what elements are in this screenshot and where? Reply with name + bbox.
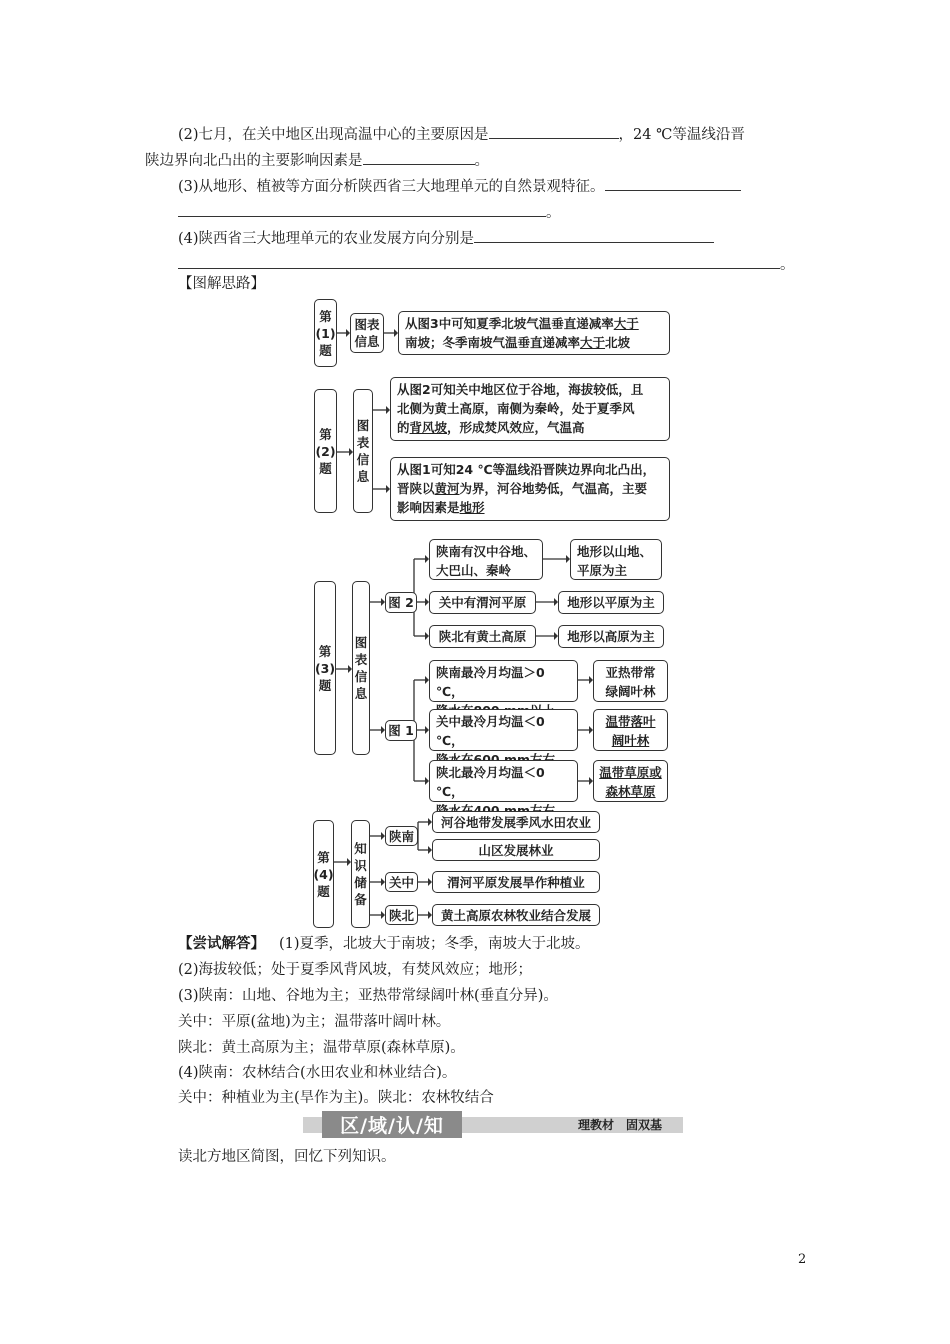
q3-fig2-left-2: 关中有渭河平原 [429, 591, 536, 614]
q1-line1 [405, 314, 663, 333]
q3-text: (3)从地形、植被等方面分析陕西省三大地理单元的自然景观特征。 [178, 179, 605, 195]
section-banner-right: 理教材 固双基 [578, 1118, 663, 1132]
q4-text: (4)陕西省三大地理单元的农业发展方向分别是 [178, 231, 475, 247]
q1-line2 [405, 333, 663, 352]
q3-fig1-left-1-l1: 陕南最冷月均温＞0 ℃， [436, 665, 545, 699]
q3-fig1-right-2-l1: 温带落叶 [605, 714, 656, 729]
q3-fig2-box: 图 2 [385, 592, 417, 613]
q2-text-a: (2)七月，在关中地区出现高温中心的主要原因是 [178, 127, 489, 143]
q2-box-2 [390, 457, 670, 521]
q2-box-1 [390, 377, 670, 441]
q2-text-b: ，24 ℃等温线沿晋 [618, 127, 745, 143]
q1-text-b: 南坡；冬季南坡气温垂直递减率 [405, 335, 581, 350]
page-number: 2 [798, 1252, 807, 1267]
period: 。 [474, 153, 489, 169]
q2-box2-pre: 晋陕以 [397, 481, 435, 496]
q3-fig2-left-1: 陕南有汉中谷地、大巴山、秦岭 [429, 539, 543, 580]
period: 。 [546, 205, 561, 221]
q2-box2-line3 [397, 498, 663, 517]
q3-fig1-right-2-l2: 阔叶林 [611, 733, 650, 748]
answer-3c: 陕北：黄土高原为主；温带草原(森林草原)。 [178, 1040, 465, 1056]
q3-fig1-right-3-l2: 森林草原 [605, 784, 656, 799]
q3-fig1-left-3-l1: 陕北最冷月均温＜0 ℃， [436, 765, 545, 799]
q4-region-guanzhong: 关中 [385, 872, 418, 892]
q3-fig1-right-3 [593, 760, 668, 802]
q4-item-3: 渭河平原发展旱作种植业 [432, 871, 600, 893]
q1-text-a: 从图3中可知夏季北坡气温垂直递减率 [405, 316, 614, 331]
q2-box1-end: ，形成焚风效应，气温高 [447, 420, 585, 435]
q4-region-shaannan: 陕南 [385, 826, 418, 846]
question-3-line2 [178, 202, 561, 223]
answer-blank [489, 124, 619, 139]
q4-item-1: 河谷地带发展季风水田农业 [432, 811, 600, 833]
q3-fig2-left-3: 陕北有黄土高原 [429, 625, 536, 648]
question-3-line1 [178, 176, 741, 197]
q4-info-box: 知识储备 [351, 820, 370, 928]
q3-fig1-left-1 [429, 660, 578, 702]
answer-3: (3)陕南：山地、谷地为主；亚热带常绿阔叶林(垂直分异)。 [178, 988, 558, 1004]
q3-fig2-right-1: 地形以山地、平原为主 [570, 539, 662, 580]
q4-item-2: 山区发展林业 [432, 839, 600, 861]
q3-fig1-left-2-l1: 关中最冷月均温＜0 ℃， [436, 714, 545, 748]
q1-text-b-u: 大于 [580, 335, 606, 350]
answer-2: (2)海拔较低；处于夏季风背风坡，有焚风效应；地形； [178, 962, 533, 978]
q3-fig1-right-1-l2: 绿阔叶林 [605, 684, 656, 699]
answer-blank [178, 202, 546, 217]
q3-fig1-right-2 [593, 709, 668, 751]
q1-text-b-end: 北坡 [605, 335, 631, 350]
answer-title: 【尝试解答】 [178, 935, 265, 952]
q2-box2-line1: 从图1可知24 ℃等温线沿晋陕边界向北凸出， [397, 462, 656, 477]
q3-fig1-box: 图 1 [385, 720, 417, 741]
q2-box2-pre3: 影响因素是 [397, 500, 460, 515]
answer-blank [474, 228, 714, 243]
q3-fig1-left-3 [429, 760, 578, 802]
q3-fig1-right-3-l1: 温带草原或 [599, 765, 662, 780]
q2-box1-line1: 从图2可知关中地区位于谷地，海拔较低，且 [397, 382, 644, 397]
answer-1: (1)夏季，北坡大于南坡；冬季，南坡大于北坡。 [279, 936, 590, 952]
question-4-line2 [178, 254, 795, 275]
q2-label-box: 第(2)题 [314, 389, 337, 513]
question-2-line1 [178, 124, 745, 145]
q2-box1-line3 [397, 418, 663, 437]
section-banner-title: 区/域/认/知 [322, 1111, 462, 1138]
q2-box2-line2 [397, 479, 663, 498]
q1-info-box: 图表信息 [350, 313, 384, 353]
answer-3b: 关中：平原(盆地)为主；温带落叶阔叶林。 [178, 1014, 451, 1030]
q2-box1-line2: 北侧为黄土高原，南侧为秦岭，处于夏季风 [397, 401, 635, 416]
q3-info-box: 图表信息 [352, 581, 370, 755]
answer-blank [363, 150, 475, 165]
answer-line-1 [178, 934, 590, 954]
q3-fig1-right-1-l1: 亚热带常 [605, 665, 656, 680]
answer-4b: 关中：种植业为主(旱作为主)。陕北：农林牧结合 [178, 1090, 494, 1106]
period: 。 [780, 257, 795, 273]
q3-fig2-right-2: 地形以平原为主 [558, 591, 664, 614]
q3-fig1-right-1 [593, 660, 668, 702]
q2-box1-u: 背风坡 [409, 420, 448, 435]
diagram-title: 【图解思路】 [178, 276, 265, 292]
q2-box2-end: 为界，河谷地势低，气温高，主要 [459, 481, 648, 496]
q3-label-box: 第(3)题 [314, 581, 336, 755]
intro-text: 读北方地区简图，回忆下列知识。 [178, 1149, 396, 1165]
q3-fig2-right-3: 地形以高原为主 [558, 625, 664, 648]
q2-text-c: 陕边界向北凸出的主要影响因素是 [145, 153, 363, 169]
q1-label-box: 第(1)题 [314, 299, 337, 367]
q4-region-shaanbei: 陕北 [385, 905, 418, 925]
answer-4: (4)陕南：农林结合(水田农业和林业结合)。 [178, 1065, 457, 1081]
q2-info-box: 图表信息 [353, 389, 373, 513]
q4-item-4: 黄土高原农林牧业结合发展 [432, 904, 600, 926]
question-4-line1 [178, 228, 714, 249]
answer-blank [605, 176, 741, 191]
q3-fig1-left-2 [429, 709, 578, 751]
q2-box2-u: 黄河 [434, 481, 460, 496]
question-2-line2 [145, 150, 489, 171]
q4-label-box: 第(4)题 [313, 820, 334, 928]
answer-blank [178, 254, 780, 269]
q1-content-box [398, 311, 670, 355]
q2-box2-u3: 地形 [459, 500, 485, 515]
q1-text-a-u: 大于 [613, 316, 639, 331]
q2-box1-pre: 的 [397, 420, 410, 435]
